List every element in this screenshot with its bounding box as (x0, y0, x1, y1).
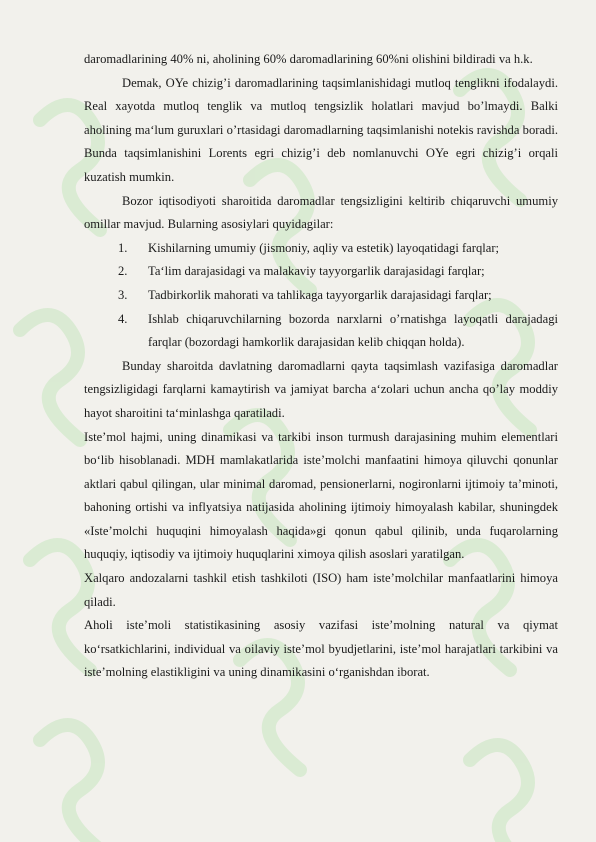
list-item-text: Ta‘lim darajasidagi va malakaviy tayyorgarlik darajasidagi farqlar; (148, 264, 485, 279)
watermark-s-icon (20, 315, 80, 440)
list-item-number: 1. (118, 240, 128, 255)
watermark-s-icon (30, 545, 90, 670)
paragraph-iso: Xalqaro andozalarni tashkil etish tashkiloti (ISO) ham iste’molchilar manfaatlarini himoya qiladi. (84, 571, 558, 609)
paragraph-consumption: Iste’mol hajmi, uning dinamikasi va tarkibi inson turmush darajasining muhim elementlari bo‘lib hisoblanadi. MDH mamlakatlarida iste’molchi manfaatini himoya qiluvchi qonunlar aktlari qabul qilingan, ular minimal daromad, pensionerlarni, nogironlarni ijtimoiy ta’minoti, bahoning ortishi va inflyatsiya natijasida aholining ijtimoiy himoyalash kabilar, shuningdek «Iste’molchi huquqini himoyalash haqida»gi qonun qabul qilinib, unda fuqarolarning huquqiy, iqtisodiy va ijtimoiy huquqlarini ximoya qilish asoslari yaratilgan. (84, 429, 558, 562)
list-item (84, 260, 558, 284)
list-item-text: Ishlab chiqaruvchilarning bozorda narxlarni o’rnatishga layoqatli darajadagi farqlar (bozordagi hamkorlik darajasidan kelib chiqqan holda). (148, 311, 558, 350)
paragraph-redistribution: Bunday sharoitda davlatning daromadlarni qayta taqsimlash vazifasiga daromadlar tengsizligidagi farqlarni kamaytirish va jamiyat barcha a‘zolari uchun ancha qo’lay moddiy hayot sharoitini ta‘minlashga qaratiladi. (84, 358, 558, 420)
paragraph-factors-intro: Bozor iqtisodiyoti sharoitida daromadlar tengsizligini keltirib chiqaruvchi umumiy omillar mavjud. Bularning asosiylari quyidagilar: (84, 193, 558, 232)
document-page (84, 48, 558, 685)
watermark-s-icon (40, 725, 100, 842)
list-item (84, 284, 558, 308)
paragraph-continuation: daromadlarining 40% ni, aholining 60% daromadlarining 60%ni olishini bildiradi va h.k. (84, 52, 533, 66)
list-item-number: 4. (118, 311, 128, 326)
list-item-number: 3. (118, 287, 128, 302)
list-item (84, 308, 558, 355)
list-item-text: Tadbirkorlik mahorati va tahlikaga tayyorgarlik darajasidagi farqlar; (148, 287, 492, 302)
list-item-number: 2. (118, 264, 128, 279)
paragraph-oye-line: Demak, OYe chizig’i daromadlarining taqsimlanishidagi mutloq tenglikni ifodalaydi. Real xayotda mutloq tenglik va mutloq tengsizlik holatlari mavjud bo’lmaydi. Balki aholining ma‘lum guruxlari o’rtasidagi daromadlarning taqsimlanishi notekis ravishda boradi. Bunda taqsimlanishini Lorents egri chizig’i deb nomlanuvchi OYe egri chizig’i orqali kuzatish mumkin. (84, 75, 558, 184)
factors-list (84, 237, 558, 355)
list-item-text: Kishilarning umumiy (jismoniy, aqliy va estetik) layoqatidagi farqlar; (148, 240, 500, 255)
watermark-s-icon (470, 745, 530, 842)
paragraph-statistics-task: Aholi iste’moli statistikasining asosiy vazifasi iste’molning natural va qiymat ko‘rsatkichlarini, individual va oilaviy iste’mol byudjetlarini, iste’mol harajatlari tarkibini va iste’molning elastikligini va uning dinamikasini o‘rganishdan iborat. (84, 618, 558, 680)
list-item (84, 237, 558, 261)
